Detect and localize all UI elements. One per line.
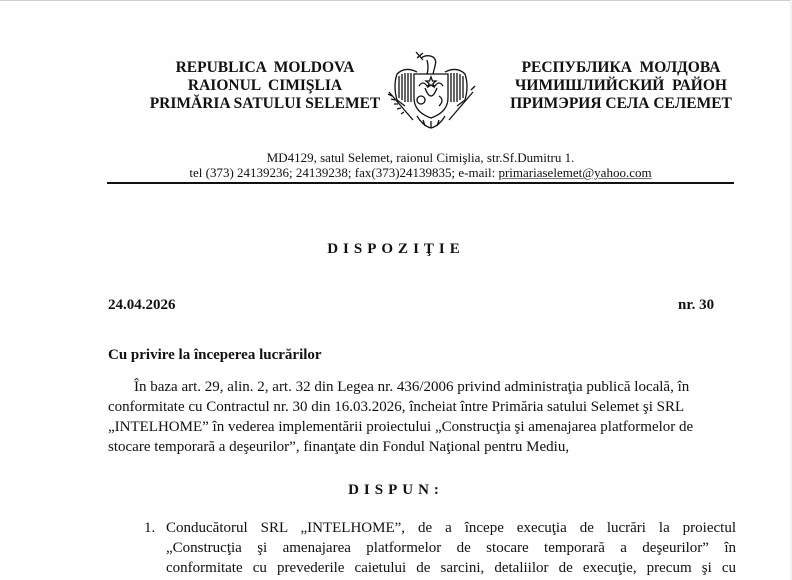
contact-phones xyxy=(107,165,734,181)
header-mayoralty-ru: ПРИМЭРИЯ СЕЛА СЕЛЕМЕТ xyxy=(510,95,732,112)
header-separator xyxy=(107,182,734,184)
document-subject: Cu privire la începerea lucrărilor xyxy=(108,347,322,363)
document-number: nr. 30 xyxy=(678,297,715,313)
contact-email-link[interactable]: primariaselemet@yahoo.com xyxy=(498,165,652,180)
header-mayoralty-ro: PRIMĂRIA SATULUI SELEMET xyxy=(149,95,381,112)
item-line: Conducătorul SRL „INTELHOME”, de a începe execuţia de lucrări la proiectul xyxy=(166,520,736,536)
header-romanian xyxy=(140,59,390,113)
item-line: „Construcţia şi amenajarea platformelor de stocare temporară a deşeurilor” în xyxy=(166,540,736,556)
preamble-line: În baza art. 29, alin. 2, art. 32 din Legea nr. 436/2006 privind administraţia publică locală, în xyxy=(134,379,690,395)
coat-of-arms-icon xyxy=(383,46,479,134)
contact-address: MD4129, satul Selemet, raionul Cimişlia, str.Sf.Dumitru 1. xyxy=(266,150,575,165)
item-number: 1. xyxy=(144,520,156,536)
preamble-line: „INTELHOME” în vederea implementării proiectului „Construcţia şi amenajarea platformelor de xyxy=(108,419,694,435)
item-line: conformitate cu prevederile caietului de sarcini, detaliilor de execuţie, precum şi cu xyxy=(166,560,736,576)
header-district-ru: ЧИМИШЛИЙСКИЙ РАЙОН xyxy=(515,77,727,94)
header-russian xyxy=(490,59,752,113)
dispun-heading: DISPUN: xyxy=(348,482,444,498)
preamble-line: conformitate cu Contractul nr. 30 din 16.03.2026, încheiat între Primăria satului Selemet şi SRL xyxy=(108,399,685,415)
header-country-ru: РЕСПУБЛИКА МОЛДОВА xyxy=(521,59,721,76)
scan-top-edge xyxy=(0,0,792,1)
header-district-ro: RAIONUL CIMIŞLIA xyxy=(187,77,343,94)
header-country-ro: REPUBLICA MOLDOVA xyxy=(175,59,355,76)
document-title: DISPOZIŢIE xyxy=(327,241,465,257)
contact-phone-fax: tel (373) 24139236; 24139238; fax(373)24139835; e-mail: xyxy=(189,165,499,180)
preamble-line: stocare temporară a deşeurilor”, finanţate din Fondul Naţional pentru Mediu, xyxy=(108,439,570,455)
item-text xyxy=(166,518,736,578)
document-date: 24.04.2026 xyxy=(108,297,176,313)
preamble-paragraph xyxy=(108,377,736,457)
